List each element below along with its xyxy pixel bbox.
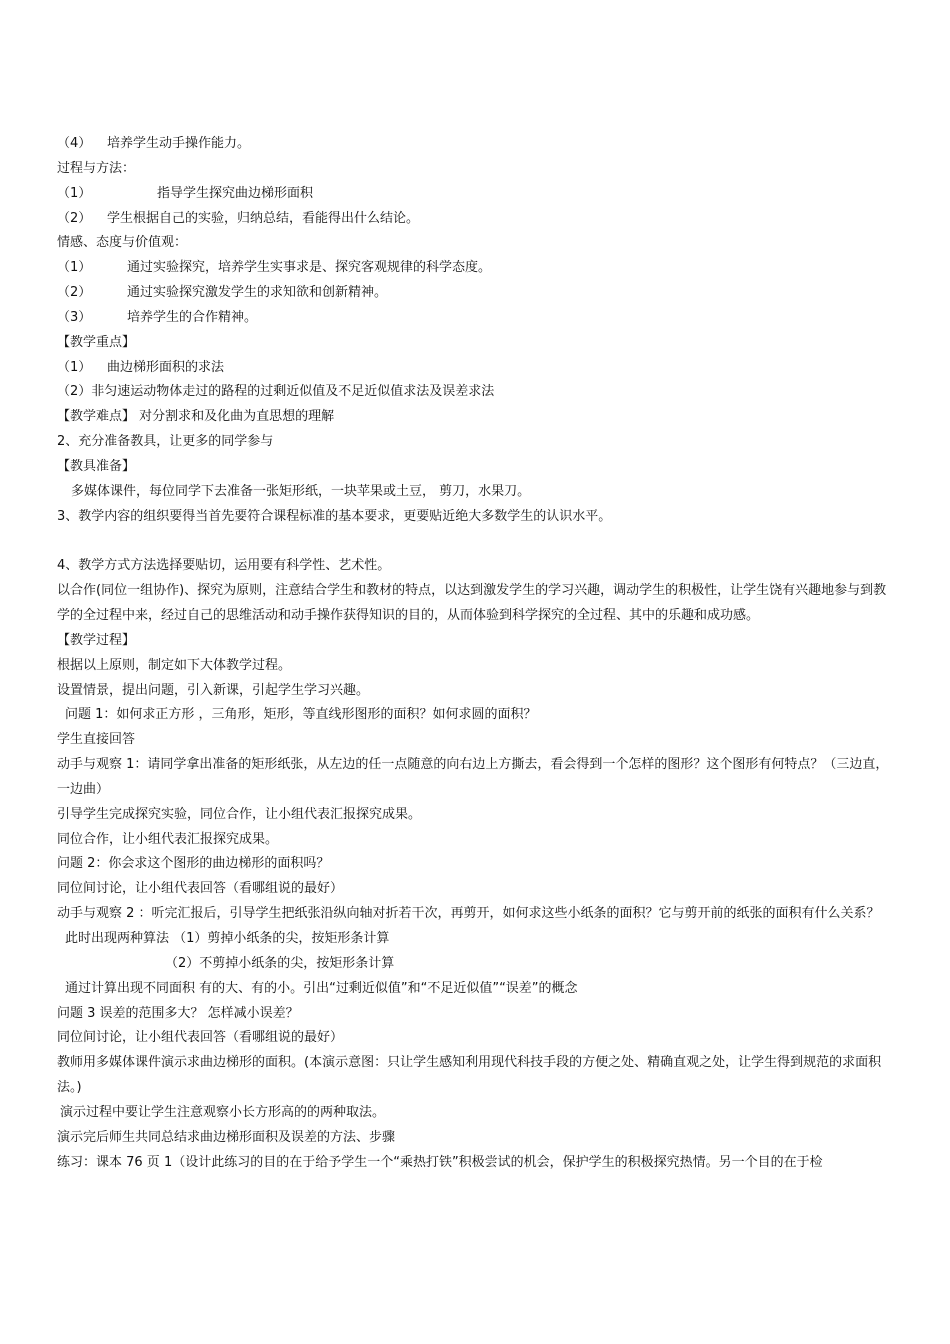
document-body: [57, 132, 897, 1175]
text-line: [57, 256, 897, 281]
text-line: 根据以上原则，制定如下大体教学过程。: [57, 657, 292, 673]
paragraph: 教师用多媒体课件演示求曲边梯形的面积。(本演示意图：只让学生感知利用现代科技手段的方便之处、精确直观之处，让学生得到规范的求面积法。): [57, 1055, 882, 1096]
item-text: 指导学生探究曲边梯形面积: [157, 185, 314, 201]
text-line: 3、教学内容的组织要得当首先要符合课程标准的基本要求，更要贴近绝大多数学生的认识水平。: [57, 508, 612, 524]
item-number: （2）: [57, 210, 92, 226]
item-text: 学生根据自己的实验，归纳总结，看能得出什么结论。: [107, 210, 420, 226]
section-heading: 【教学重点】: [57, 334, 136, 350]
text-line: （2）不剪掉小纸条的尖，按矩形条计算: [165, 955, 395, 971]
text-line: 设置情景，提出问题，引入新课，引起学生学习兴趣。: [57, 682, 370, 698]
text-line: 同位间讨论，让小组代表回答（看哪组说的最好）: [57, 1030, 344, 1046]
blank-line: [57, 530, 897, 555]
item-number: （1）: [57, 185, 92, 201]
text-line: 演示过程中要让学生注意观察小长方形高的的两种取法。: [60, 1104, 386, 1120]
text-line: 同位间讨论，让小组代表回答（看哪组说的最好）: [57, 881, 344, 897]
text-line: 多媒体课件，每位同学下去准备一张矩形纸，一块苹果或土豆， 剪刀，水果刀。: [71, 483, 531, 499]
text-line: 问题 2：你会求这个图形的曲边梯形的面积吗？: [57, 856, 330, 872]
item-text: 通过实验探究，培养学生实事求是、探究客观规律的科学态度。: [127, 260, 492, 276]
item-number: （1）: [57, 359, 92, 375]
item-number: （4）: [57, 136, 92, 151]
text-line: [57, 182, 897, 207]
item-text: 培养学生的合作精神。: [127, 309, 258, 325]
text-line: 2、充分准备教具，让更多的同学参与: [57, 434, 274, 450]
paragraph: 动手与观察 2 ：听完汇报后，引导学生把纸张沿纵向轴对折若干次，再剪开，如何求这些小纸条的面积？它与剪开前的纸张的面积有什么关系？: [57, 906, 880, 922]
paragraph: 以合作(同位一组协作)、探究为原则，注意结合学生和教材的特点，以达到激发学生的学习兴趣，调动学生的积极性，让学生饶有兴趣地参与到教学的全过程中来，经过自己的思维活动和动手操作获得知识的目的，从而体验到科学探究的全过程、其中的乐趣和成功感。: [57, 583, 887, 624]
section-heading: 【教学过程】: [57, 632, 136, 648]
text-line: 演示完后师生共同总结求曲边梯形面积及误差的方法、步骤: [57, 1129, 396, 1145]
section-heading: 【教学难点】 对分割求和及化曲为直思想的理解: [57, 409, 335, 425]
text-line: 学生直接回答: [57, 732, 136, 748]
text-line: 4、教学方式方法选择要贴切，运用要有科学性、艺术性。: [57, 558, 391, 574]
item-number: （3）: [57, 309, 92, 325]
text-line: 引导学生完成探究实验，同位合作，让小组代表汇报探究成果。: [57, 806, 422, 822]
text-line: [57, 132, 897, 157]
text-line: 通过计算出现不同面积 有的大、有的小。引出“过剩近似值”和“不足近似值”“误差”的概念: [65, 980, 578, 996]
paragraph: 动手与观察 1：请同学拿出准备的矩形纸张，从左边的任一点随意的向右边上方撕去，看会得到一个怎样的图形？这个图形有何特点？（三边直，一边曲）: [57, 757, 889, 797]
item-text: 通过实验探究激发学生的求知欲和创新精神。: [127, 285, 388, 301]
text-line: 问题 1：如何求正方形 ，三角形，矩形，等直线形图形的面积？如何求圆的面积？: [65, 707, 537, 723]
item-text: 培养学生动手操作能力。: [107, 136, 251, 151]
section-heading: 【教具准备】: [57, 458, 136, 474]
text-line: 问题 3 误差的范围多大？ 怎样减小误差？: [57, 1005, 299, 1021]
text-line: （2）非匀速运动物体走过的路程的过剩近似值及不足近似值求法及误差求法: [57, 384, 495, 400]
text-line: [57, 306, 897, 331]
item-text: 曲边梯形面积的求法: [107, 359, 225, 375]
text-line: 此时出现两种算法 （1）剪掉小纸条的尖，按矩形条计算: [65, 931, 390, 946]
text-line: 同位合作，让小组代表汇报探究成果。: [57, 831, 279, 847]
item-number: （1）: [57, 260, 92, 276]
section-heading: 过程与方法：: [57, 160, 136, 176]
text-line: [57, 207, 897, 232]
section-heading: 情感、态度与价值观：: [57, 235, 188, 251]
text-line: [57, 281, 897, 306]
text-line: 练习：课本 76 页 1（设计此练习的目的在于给予学生一个“乘热打铁”积极尝试的机会，保护学生的积极探究热情。另一个目的在于检: [57, 1154, 823, 1170]
text-line: [57, 356, 897, 381]
item-number: （2）: [57, 285, 92, 301]
